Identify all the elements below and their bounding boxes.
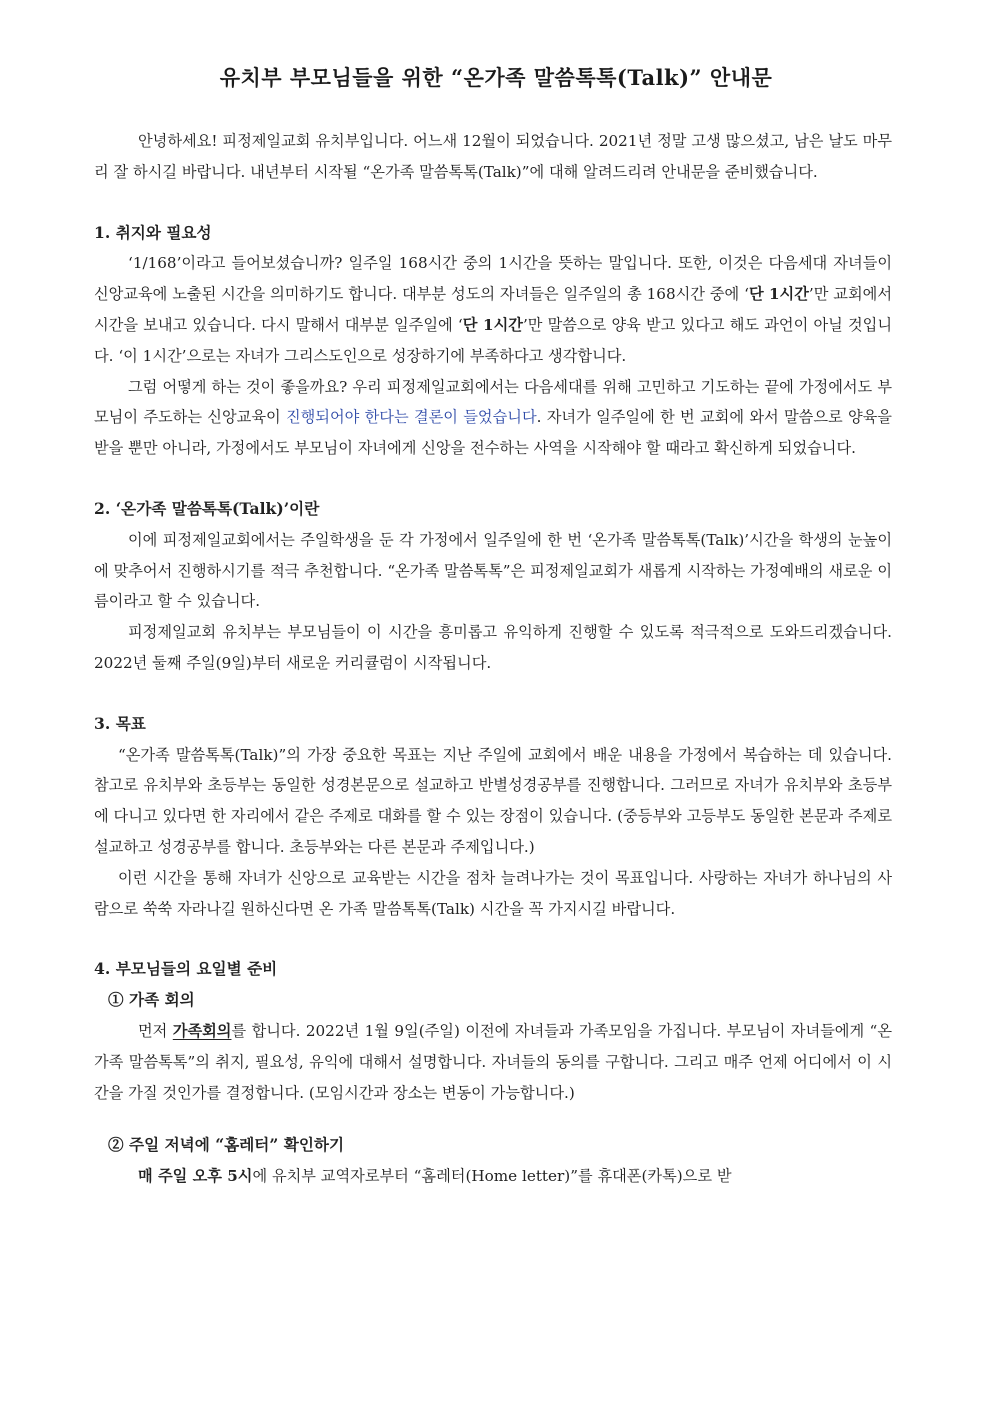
family-meeting-text-a: 먼저 xyxy=(138,1021,173,1040)
highlighted-conclusion-text: 진행되어야 한다는 결론이 들었습니다 xyxy=(285,408,537,427)
section-1-p1-text-a: ‘1/168’이라고 들어보셨습니까? 일주일 168시간 중의 1시간을 뜻하는 말입니다. 또한, 이것은 다음세대 자녀들이 신앙교육에 노출된 시간을 의미하기도 합니다. 대부분 성도의 자녀들은 일주일의 총 168시간 중에 ‘ xyxy=(94,254,892,304)
section-1-p2-text-a: 그럼 어떻게 하는 것이 좋을까요? 우리 피정제일교회에서는 다음세대를 위해 고민하고 기도하는 끝에 가정에서도 부모님이 주도하는 신앙교육이 xyxy=(94,377,892,427)
section-4-heading: 4. 부모님들의 요일별 준비 xyxy=(94,959,278,979)
family-meeting-emphasis: 가족회의 xyxy=(172,1021,232,1040)
section-1-paragraph-2 xyxy=(94,372,892,464)
subsection-home-letter-heading: ② 주일 저녁에 “홈레터” 확인하기 xyxy=(108,1135,345,1155)
emphasis-one-hour-2: 단 1시간 xyxy=(462,315,523,334)
section-3-paragraph-1: “온가족 말씀톡톡(Talk)”의 가장 중요한 목표는 지난 주일에 교회에서 배운 내용을 가정에서 복습하는 데 있습니다. 참고로 유치부와 초등부는 동일한 성경본문으로 설교하고 반별성경공부를 진행합니다. 그러므로 자녀가 유치부와 초등부에 다니고 있다면 한 자리에서 같은 주제로 대화를 할 수 있는 장점이 있습니다. (중등부와 고등부도 동일한 본문과 주제로 설교하고 성경공부를 합니다. 초등부와는 다른 본문과 주제입니다.) xyxy=(94,745,892,856)
subsection-home-letter-paragraph xyxy=(94,1161,892,1192)
home-letter-text: 에 유치부 교역자로부터 “홈레터(Home letter)”를 휴대폰(카톡)으로 받 xyxy=(252,1167,732,1186)
section-1-p1-text-d: ’만 말씀으로 양육 받고 있다고 해도 과언이 아닐 것입니다. ‘이 1시간’으로는 자녀가 그리스도인으로 성장하기에 부족하다고 생각합니다. xyxy=(94,315,892,365)
section-1-p2-text-b: . 자녀가 일주일에 한 번 교회에 와서 말씀으로 양육을 받을 뿐만 아니라, 가정에서도 부모님이 자녀에게 신앙을 전수하는 사역을 시작해야 할 때라고 확신하게 되었습니다. xyxy=(94,408,892,458)
subsection-family-meeting-paragraph xyxy=(94,1016,892,1108)
section-2-paragraph-1: 이에 피정제일교회에서는 주일학생을 둔 각 가정에서 일주일에 한 번 ‘온가족 말씀톡톡(Talk)’시간을 학생의 눈높이에 맞추어서 진행하시기를 적극 추천합니다. “온가족 말씀톡톡”은 피정제일교회가 새롭게 시작하는 가정예배의 새로운 이름이라고 할 수 있습니다. xyxy=(94,530,892,611)
section-2-paragraph-2: 피정제일교회 유치부는 부모님들이 이 시간을 흥미롭고 유익하게 진행할 수 있도록 적극적으로 도와드리겠습니다. 2022년 둘째 주일(9일)부터 새로운 커리큘럼이 시작됩니다. xyxy=(94,623,892,672)
section-1-p1-text-c: ’만 교회에서 시간을 보내고 있습니다. 다시 말해서 대부분 일주일에 ‘ xyxy=(94,285,892,334)
home-letter-time-emphasis: 매 주일 오후 5시 xyxy=(138,1167,253,1186)
section-3-heading: 3. 목표 xyxy=(94,713,146,733)
page-title: 유치부 부모님들을 위한 “온가족 말씀톡톡(Talk)” 안내문 xyxy=(219,65,773,90)
section-1-heading: 1. 취지와 필요성 xyxy=(94,222,212,242)
document-body xyxy=(94,126,892,1192)
section-3-paragraph-2: 이런 시간을 통해 자녀가 신앙으로 교육받는 시간을 점차 늘려나가는 것이 목표입니다. 사랑하는 자녀가 하나님의 사람으로 쑥쑥 자라나길 원하신다면 온 가족 말씀톡톡(Talk) 시간을 꼭 가지시길 바랍니다. xyxy=(94,868,892,918)
intro-paragraph: 안녕하세요! 피정제일교회 유치부입니다. 어느새 12월이 되었습니다. 2021년 정말 고생 많으셨고, 남은 날도 마무리 잘 하시길 바랍니다. 내년부터 시작될 “온가족 말씀톡톡(Talk)”에 대해 알려드리려 안내문을 준비했습니다. xyxy=(94,132,892,181)
emphasis-one-hour-1: 단 1시간 xyxy=(748,285,809,304)
family-meeting-text-b: 를 합니다. 2022년 1월 9일(주일) 이전에 자녀들과 가족모임을 가집니다. 부모님이 자녀들에게 “온가족 말씀톡톡”의 취지, 필요성, 유익에 대해서 설명합니다. 자녀들의 동의를 구합니다. 그리고 매주 언제 어디에서 이 시간을 가질 것인가를 결정합니다. (모임시간과 장소는 변동이 가능합니다.) xyxy=(94,1021,892,1102)
section-2-heading: 2. ‘온가족 말씀톡톡(Talk)’이란 xyxy=(94,498,320,518)
subsection-family-meeting-heading: ① 가족 회의 xyxy=(108,990,195,1010)
section-1-paragraph-1 xyxy=(94,248,892,371)
